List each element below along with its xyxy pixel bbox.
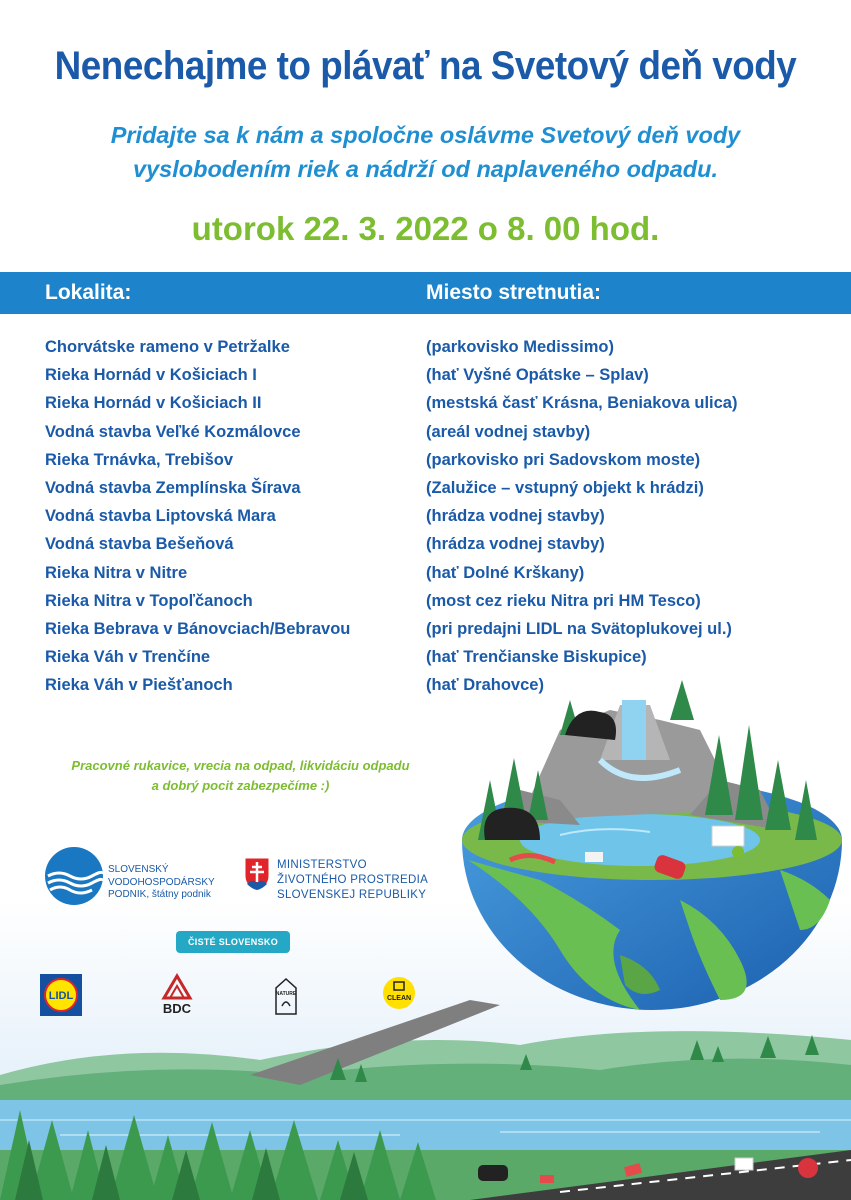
event-date: utorok 22. 3. 2022 o 8. 00 hod. [191,210,660,247]
location-name: Rieka Hornád v Košiciach II [45,394,262,413]
location-name: Rieka Bebrava v Bánovciach/Bebravou [45,619,351,638]
meeting-place: (parkovisko Medissimo) [426,338,614,356]
location-name: Rieka Hornád v Košiciach I [45,366,257,385]
list-item [45,394,825,422]
list-item [45,366,825,394]
list-item [45,676,825,704]
page-title: Nenechajme to plávať na Svetový deň vody [54,44,797,88]
meeting-place: (areál vodnej stavby) [426,422,591,441]
note-line-1: Pracovné rukavice, vrecia na odpad, likvidáciu odpadu [71,758,410,773]
meeting-place: (hať Drahovce) [426,676,544,695]
location-name: Chorvátske rameno v Petržalke [45,338,290,356]
list-item [45,338,825,366]
location-name: Rieka Nitra v Topoľčanoch [45,591,253,610]
meeting-place: (hrádza vodnej stavby) [426,507,605,526]
ciste-slovensko-badge: ČISTÉ SLOVENSKO [176,931,290,953]
list-item [45,479,825,507]
svp-logo [44,846,215,911]
svp-wave-icon [44,846,104,906]
location-name: Vodná stavba Liptovská Mara [45,507,276,526]
list-item [45,507,825,535]
table-header-bar [0,272,851,314]
svp-text-line: SLOVENSKÝ [108,864,169,875]
location-name: Rieka Váh v Piešťanoch [45,676,233,695]
location-name: Rieka Nitra v Nitre [45,563,188,582]
meeting-place: (pri predajni LIDL na Svätoplukovej ul.) [426,619,732,638]
location-name: Vodná stavba Veľké Kozmálovce [45,422,301,441]
clean-logo-text: CLEAN [386,995,412,1002]
meeting-place: (hať Trenčianske Biskupice) [426,648,647,667]
provided-items-note [28,756,453,796]
ministry-text-line: SLOVENSKEJ REPUBLIKY [277,889,427,901]
meeting-place: (parkovisko pri Sadovskom moste) [426,450,701,469]
ministry-logo-text [277,858,428,903]
bdc-logo [160,972,194,1016]
location-name: Vodná stavba Bešeňová [45,535,234,554]
ministry-logo [243,856,429,901]
list-item [45,423,825,451]
svp-text-line: PODNIK, štátny podnik [108,889,211,900]
subtitle-line-2: vyslobodením riek a nádrží od naplaveného odpadu. [133,156,718,182]
meeting-place: (most cez rieku Nitra pri HM Tesco) [426,591,701,610]
earth-globe [462,680,842,1010]
bdc-logo-text: BDC [162,1001,192,1016]
list-item [45,620,825,648]
list-item [45,564,825,592]
location-name: Rieka Váh v Trenčíne [45,648,211,667]
list-item [45,648,825,676]
header-meeting-place: Miesto stretnutia: [426,281,602,304]
location-name: Vodná stavba Zemplínska Šírava [45,478,301,497]
meeting-place: (Zalužice – vstupný objekt k hrádzi) [426,478,704,497]
lidl-logo-text: LIDL [48,990,74,1002]
meeting-place: (hať Dolné Krškany) [426,563,585,582]
meeting-place: (hrádza vodnej stavby) [426,535,605,554]
list-item [45,592,825,620]
list-item [45,451,825,479]
header-location: Lokalita: [45,281,132,304]
clean-logo [382,976,416,1010]
ministry-text-line: MINISTERSTVO [277,859,367,871]
list-item [45,535,825,563]
lidl-logo [40,974,82,1016]
note-line-2: a dobrý pocit zabezpečíme :) [151,778,330,793]
subtitle-line-1: Pridajte sa k nám a spoločne oslávme Svetový deň vody [110,122,741,148]
meeting-place: (mestská časť Krásna, Beniakova ulica) [426,394,738,413]
location-name: Rieka Trnávka, Trebišov [45,450,234,469]
location-list [45,338,825,704]
svp-logo-text [108,864,215,902]
nature-logo [273,976,299,1016]
ministry-text-line: ŽIVOTNÉHO PROSTREDIA [277,874,429,886]
subtitle [0,118,851,186]
nature-logo-text: NATURE [275,991,297,997]
svp-text-line: VODOHOSPODÁRSKY [108,876,215,888]
meeting-place: (hať Vyšné Opátske – Splav) [426,366,649,385]
slovak-coat-of-arms-icon [243,856,271,892]
